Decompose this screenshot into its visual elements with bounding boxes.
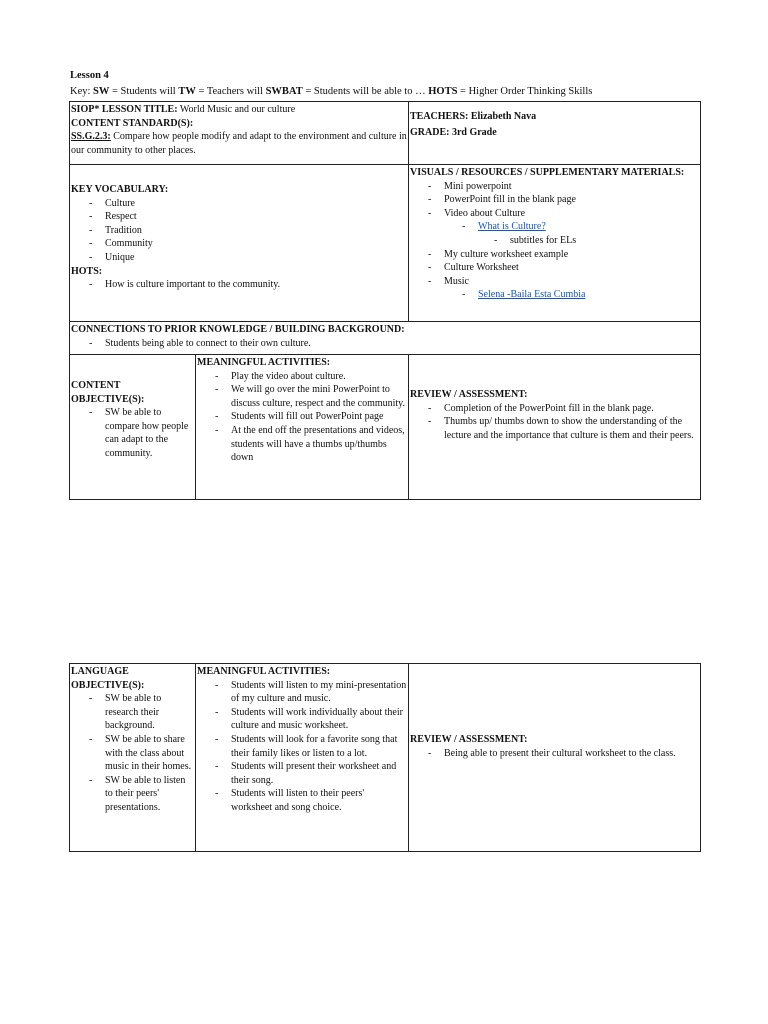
list-item: - Unique: [71, 251, 407, 265]
grade-level: GRADE: 3rd Grade: [410, 126, 497, 138]
list-item: - Students will look for a favorite song that their family likes or listen to a lot.: [197, 733, 407, 760]
connections-list: [71, 337, 699, 351]
lesson-title-line: [71, 103, 407, 117]
key-tw-def: = Teachers will: [195, 86, 266, 97]
teacher-cell: [409, 102, 701, 165]
review-cell: [409, 355, 701, 500]
music-sublist: [410, 288, 699, 302]
lesson-number: Lesson 4: [70, 70, 109, 81]
list-item: - PowerPoint fill in the blank page: [410, 193, 699, 207]
standard-code: SS.G.2.3:: [71, 131, 111, 143]
activities-cell: [196, 355, 409, 500]
lesson-title-value: World Music and our culture: [177, 104, 296, 115]
what-is-culture-link[interactable]: What is Culture?: [478, 221, 546, 233]
activities-list: [197, 679, 407, 815]
teacher-name: TEACHERS: Elizabeth Nava: [410, 111, 537, 122]
video-subsublist: [410, 234, 699, 248]
visuals-label: VISUALS / RESOURCES / SUPPLEMENTARY MATERIALS:: [410, 167, 685, 178]
selena-song-link[interactable]: Selena -Baila Esta Cumbia: [478, 289, 586, 301]
key-vocabulary-label: KEY VOCABULARY:: [71, 184, 169, 195]
key-sw: SW: [93, 86, 110, 97]
siop-label: SIOP: [71, 104, 95, 115]
activities-label: MEANINGFUL ACTIVITIES:: [197, 666, 331, 677]
list-item: - Students will present their worksheet and their song.: [197, 760, 407, 787]
list-item: - Music: [410, 275, 699, 289]
video-sublist: [410, 220, 699, 234]
list-item: [410, 288, 699, 302]
key-hots: HOTS: [428, 86, 458, 97]
connections-label: CONNECTIONS TO PRIOR KNOWLEDGE / BUILDING BACKGROUND:: [71, 324, 405, 335]
list-item: - We will go over the mini PowerPoint to discuss culture, respect and the community.: [197, 383, 407, 410]
review-list: [410, 747, 699, 761]
language-objective-table: [69, 663, 701, 852]
vocabulary-list: [71, 197, 407, 265]
list-item: - Thumbs up/ thumbs down to show the understanding of the lecture and the importance that culture is them and their peers.: [410, 415, 699, 442]
language-objective-cell: [70, 664, 196, 852]
list-item: - SW be able to listen to their peers' presentations.: [71, 774, 194, 815]
list-item: - Tradition: [71, 224, 407, 238]
lesson-title-label: * LESSON TITLE:: [94, 104, 178, 115]
list-item: - Students will fill out PowerPoint page: [197, 410, 407, 424]
list-item: - Video about Culture: [410, 207, 699, 221]
list-item: - subtitles for ELs: [410, 234, 699, 248]
standard-description: Compare how people modify and adapt to the environment and culture in our community to other places.: [71, 131, 407, 156]
connections-cell: [70, 322, 701, 355]
key-prefix: Key:: [70, 86, 94, 97]
key-tw: TW: [178, 86, 196, 97]
content-objective-list: [71, 406, 194, 460]
list-item: - How is culture important to the community.: [71, 278, 407, 292]
content-objective-label: CONTENT OBJECTIVE(S):: [71, 380, 145, 405]
list-item: - Completion of the PowerPoint fill in the blank page.: [410, 402, 699, 416]
activities-label: MEANINGFUL ACTIVITIES:: [197, 357, 331, 368]
list-item: - Community: [71, 237, 407, 251]
list-item: - Students being able to connect to their own culture.: [71, 337, 699, 351]
list-item: - Respect: [71, 210, 407, 224]
visuals-list-2: [410, 248, 699, 289]
list-item: - Play the video about culture.: [197, 370, 407, 384]
review-label: REVIEW / ASSESSMENT:: [410, 734, 528, 745]
lesson-title-cell: [70, 102, 409, 165]
key-swbat: SWBAT: [265, 86, 303, 97]
visuals-cell: [409, 165, 701, 322]
list-item: [410, 220, 699, 234]
activities-cell: [196, 664, 409, 852]
content-standard-text: [71, 130, 407, 157]
content-standard-label: CONTENT STANDARD(S):: [71, 117, 194, 129]
list-item: - Students will listen to their peers' worksheet and song choice.: [197, 787, 407, 814]
vocabulary-cell: [70, 165, 409, 322]
key-hots-def: = Higher Order Thinking Skills: [457, 86, 593, 97]
hots-list: [71, 278, 407, 292]
lesson-plan-table: [69, 101, 701, 500]
list-item: - My culture worksheet example: [410, 248, 699, 262]
content-objective-cell: [70, 355, 196, 500]
language-objective-list: [71, 692, 194, 814]
review-label: REVIEW / ASSESSMENT:: [410, 389, 528, 400]
list-item: - At the end off the presentations and videos, students will have a thumbs up/thumbs down: [197, 424, 407, 465]
list-item: - SW be able to compare how people can adapt to the community.: [71, 406, 194, 460]
list-item: - Mini powerpoint: [410, 180, 699, 194]
list-item: - Students will listen to my mini-presentation of my culture and music.: [197, 679, 407, 706]
activities-list: [197, 370, 407, 465]
key-sw-def: = Students will: [109, 86, 179, 97]
list-item: - Culture: [71, 197, 407, 211]
language-objective-label: LANGUAGE OBJECTIVE(S):: [71, 666, 145, 691]
hots-label: HOTS:: [71, 265, 103, 277]
list-item: - Culture Worksheet: [410, 261, 699, 275]
key-swbat-def: = Students will be able to …: [302, 86, 429, 97]
key-legend: [70, 85, 592, 99]
list-item: - SW be able to share with the class about music in their homes.: [71, 733, 194, 774]
review-cell: [409, 664, 701, 852]
list-item: - Students will work individually about their culture and music worksheet.: [197, 706, 407, 733]
list-item: - Being able to present their cultural worksheet to the class.: [410, 747, 699, 761]
review-list: [410, 402, 699, 443]
visuals-list: [410, 180, 699, 221]
list-item: - SW be able to research their background.: [71, 692, 194, 733]
